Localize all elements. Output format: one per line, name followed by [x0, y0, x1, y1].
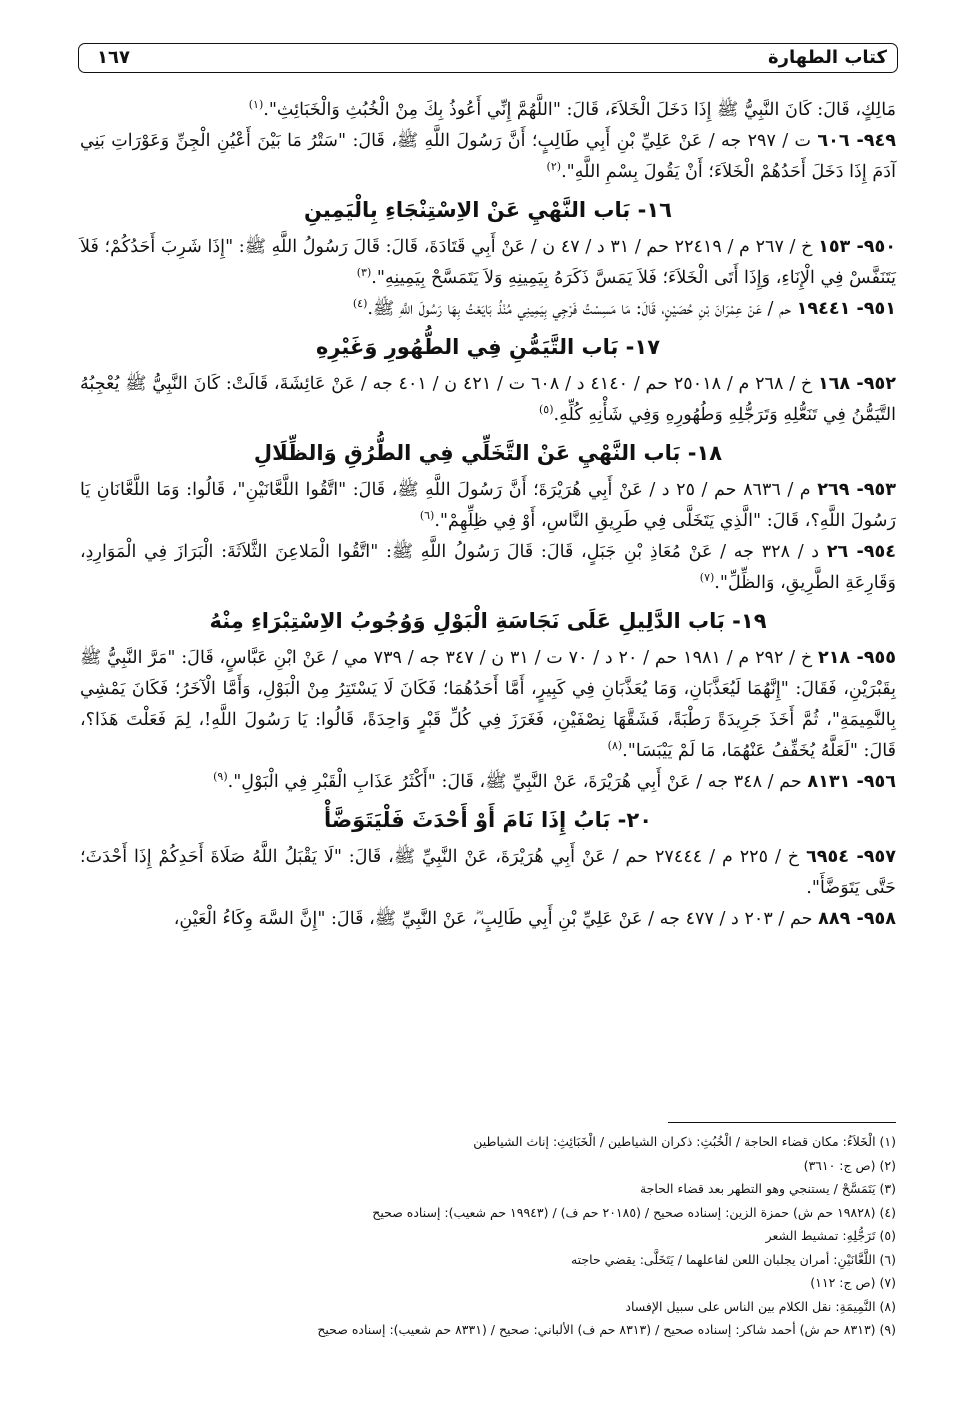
footnote-reference: (١) — [248, 98, 264, 112]
hadith-paragraph — [80, 842, 896, 904]
footnote-reference: (٩) — [213, 770, 228, 784]
footnote-reference: (٨) — [607, 739, 623, 753]
chapter-heading: ١٨- بَاب النَّهْيِ عَنْ التَّخَلِّي فِي الطُّرُقِ وَالظِّلَالِ — [253, 441, 723, 465]
hadith-text: حم / ٢٠٣ د / ٤٧٧ جه / عَنْ عَلِيِّ بْنِ أَبِي طَالِبٍ ؓ، عَنْ النَّبِيِّ ﷺ، قَالَ: "إِنَّ السَّهَ وِكَاءُ الْعَيْنِ، — [173, 909, 813, 929]
hadith-number: ٩٥٨- ٨٨٩ — [818, 909, 896, 929]
page-header — [78, 43, 898, 73]
book-title: كتاب الطهارة — [767, 47, 887, 68]
hadith-number: ٩٤٩- ٦٠٦ — [817, 131, 896, 151]
footnote-reference: (٧) — [699, 571, 715, 585]
hadith-number: ٩٥٢- ١٦٨ — [817, 374, 896, 394]
hadith-text: حم / ٣٤٨ جه / عَنْ أَبِي هُرَيْرَةَ، عَنْ النَّبِيِّ ﷺ، قَالَ: "أَكْثَرُ عَذَابِ الْقَبْرِ فِي الْبَوْلِ". — [227, 772, 802, 792]
hadith-text: خ / ٢٦٨ م / ٢٥٠١٨ حم / ٤١٤٠ د / ٦٠٨ ت / ٤٢١ ن / ٤٠١ جه / عَنْ عَائِشَةَ، قَالَتْ: كَانَ النَّبِيُّ ﷺ يُعْجِبُهُ التَّيَمُّنُ فِي تَنَعُّلِهِ وَتَرَجُّلِهِ وَطُهُورِهِ وَفِي شَأْنِهِ كُلِّهِ. — [80, 374, 896, 425]
hadith-paragraph — [80, 475, 896, 537]
hadith-number: ٩٥٣- ٢٦٩ — [817, 480, 896, 500]
footnote-item: (٧) (ص ج: ١١٢) — [810, 1275, 896, 1290]
hadith-paragraph — [80, 767, 896, 798]
hadith-paragraph — [80, 126, 896, 188]
hadith-paragraph — [80, 369, 896, 431]
chapter-heading: ٢٠- بَابُ إِذَا نَامَ أَوْ أَحْدَثَ فَلْيَتَوَضَّأْ — [323, 808, 653, 832]
footnote-list — [80, 1130, 896, 1342]
footnote-item: (٤) (١٩٨٢٨ حم ش) حمزة الزين: إسناده صحيح / (٢٠١٨٥ حم ف) / (١٩٩٤٣ حم شعيب): إسناده صحيح — [372, 1204, 896, 1220]
hadith-number: ٩٥٤- ٢٦ — [826, 542, 896, 562]
footnote-item: (٣) يَتَمَسَّحْ / يستنجي وهو التطهر بعد قضاء الحاجة — [639, 1181, 896, 1196]
hadith-number: ٩٥١- ١٩٤٤١ — [796, 299, 896, 319]
hadith-text: ت / ٢٩٧ جه / عَنْ عَلِيِّ بْنِ أَبِي طَالِبٍ؛ أَنَّ رَسُولَ اللَّهِ ﷺ، قَالَ: "سَتْرُ مَا بَيْنَ أَعْيُنِ الْجِنِّ وَعَوْرَاتِ بَنِي آدَمَ إِذَا دَخَلَ أَحَدُهُمْ الْخَلاَءَ؛ أَنْ يَقُولَ بِسْمِ اللَّهِ". — [80, 131, 896, 182]
hadith-text: د / ٣٢٨ جه / عَنْ مُعَاذِ بْنِ جَبَلٍ، قَالَ: قَالَ رَسُولُ اللَّهِ ﷺ: "اتَّقُوا الْمَلاعِنَ الثَّلاَثَةَ: الْبَرَازَ فِي الْمَوَارِدِ، وَقَارِعَةِ الطَّرِيقِ، وَالظِّلِّ". — [80, 542, 896, 593]
hadith-paragraph — [80, 95, 896, 126]
hadith-number: ٩٥٥- ٢١٨ — [817, 648, 896, 668]
footnote-item: (١) الْخَلاَءُ: مكان قضاء الحاجة / الْخُبُثِ: ذكران الشياطين / الْخَبَائِثِ: إناث الشياطين — [473, 1134, 896, 1149]
hadith-text: مَالِكٍ، قَالَ: كَانَ النَّبِيُّ ﷺ إِذَا دَخَلَ الْخَلاَءَ، قَالَ: "اللَّهُمَّ إِنِّي أَعُوذُ بِكَ مِنْ الْخُبُثِ وَالْخَبَائِثِ". — [263, 100, 896, 120]
hadith-text-body — [80, 95, 896, 935]
hadith-paragraph — [80, 232, 896, 294]
hadith-text: خ / ٢٦٧ م / ٢٢٤١٩ حم / ٣١ د / ٤٧ ن / عَنْ أَبِي قَتَادَةَ، قَالَ: قَالَ رَسُولُ اللَّهِ ﷺ: "إِذَا شَرِبَ أَحَدُكُمْ؛ فَلاَ يَتَنَفَّسْ فِي الْإِنَاءِ، وَإِذَا أَتَى الْخَلاَءَ؛ فَلاَ يَمَسَّ ذَكَرَهُ بِيَمِينِهِ وَلاَ يَتَمَسَّحْ بِيَمِينِهِ". — [80, 237, 896, 288]
footnote-reference: (٥) — [539, 403, 554, 417]
footnote-item: (٥) تَرَجُّلِهِ: تمشيط الشعر — [765, 1228, 896, 1243]
footnote-item: (٩) (٨٣١٣ حم ش) أحمد شاكر: إسناده صحيح / (٨٣١٣ حم ف) الألباني: صحيح / (٨٣٣١ حم شعيب): إسناده صحيح — [317, 1322, 896, 1337]
footnote-reference: (٦) — [419, 509, 435, 523]
chapter-heading: ١٦- بَاب النَّهْيِ عَنْ الاِسْتِنْجَاءِ بِالْيَمِينِ — [304, 198, 672, 222]
hadith-number: ٩٥٧- ٦٩٥٤ — [806, 847, 896, 867]
footnote-reference: (٢) — [546, 160, 562, 174]
hadith-number: ٩٥٠- ١٥٣ — [818, 237, 896, 257]
hadith-text: خ / ٢٢٥ م / ٢٧٤٤٤ حم / عَنْ أَبِي هُرَيْرَةَ، عَنْ النَّبِيِّ ﷺ، قَالَ: "لَا يَقْبَلُ اللَّهُ صَلَاةَ أَحَدِكُمْ إِذَا أَحْدَثَ؛ حَتَّى يَتَوَضَّأَ". — [80, 847, 896, 898]
hadith-text: حم / عَنْ عِمْرَانَ بْنِ حُصَيْنٍ، قَالَ: مَا مَسِسْتُ فَرْجِي بِيَمِينِي مُنْذُ بَايَعْتُ بِهَا رَسُولَ اللَّهِ ﷺ. — [367, 299, 792, 319]
hadith-text: م / ٨٦٣٦ حم / ٢٥ د / عَنْ أَبِي هُرَيْرَةَ؛ أَنَّ رَسُولَ اللَّهِ ﷺ، قَالَ: "اتَّقُوا اللَّعَّانَيْنِ"، قَالُوا: وَمَا اللَّعَّانَانِ يَا رَسُولَ اللَّهِ؟، قَالَ: "الَّذِي يَتَخَلَّى فِي طَرِيقِ النَّاسِ، أَوْ فِي ظِلِّهِمْ". — [80, 480, 896, 531]
hadith-text: خ / ٢٩٢ م / ١٩٨١ حم / ٢٠ د / ٧٠ ت / ٣١ ن / ٣٤٧ جه / ٧٣٩ مي / عَنْ ابْنِ عَبَّاسٍ، قَالَ: "مَرَّ النَّبِيُّ ﷺ بِقَبْرَيْنِ، فَقَالَ: "إِنَّهُمَا لَيُعَذَّبَانِ، وَمَا يُعَذَّبَانِ فِي كَبِيرٍ، أَمَّا أَحَدُهُمَا؛ فَكَانَ لَا يَسْتَتِرُ مِنْ الْبَوْلِ، وَأَمَّا الْآخَرُ؛ فَكَانَ يَمْشِي بِالنَّمِيمَةِ"، ثُمَّ أَخَذَ جَرِيدَةً رَطْبَةً، فَشَقَّهَا نِصْفَيْنِ، فَغَرَزَ فِي كُلِّ قَبْرٍ وَاحِدَةً، قَالُوا: يَا رَسُولَ اللَّهِ!، لِمَ فَعَلْتَ هَذَا؟، قَالَ: "لَعَلَّهُ يُخَفِّفُ عَنْهُمَا، مَا لَمْ يَيْبَسَا". — [80, 648, 896, 761]
chapter-heading: ١٩- بَاب الدَّلِيلِ عَلَى نَجَاسَةِ الْبَوْلِ وَوُجُوبُ الاِسْتِبْرَاءِ مِنْهُ — [209, 609, 767, 633]
footnote-divider — [668, 1122, 896, 1123]
hadith-paragraph — [80, 537, 896, 599]
footnote-item: (٦) اللَّعَّانَيْنِ: أمران يجلبان اللعن لفاعلهما / يَتَخَلَّى: يقضي حاجته — [570, 1251, 896, 1267]
hadith-paragraph — [80, 643, 896, 767]
footnote-reference: (٤) — [352, 297, 368, 311]
hadith-number: ٩٥٦- ٨١٣١ — [807, 772, 896, 792]
hadith-paragraph — [80, 904, 896, 935]
page-number: ١٦٧ — [97, 47, 130, 68]
chapter-heading: ١٧- بَاب التَّيَمُّنِ فِي الطُّهُورِ وَغَيْرِهِ — [315, 335, 661, 359]
hadith-paragraph — [80, 294, 896, 325]
footnote-item: (٢) (ص ج: ٣٦١٠) — [803, 1157, 896, 1173]
footnote-reference: (٣) — [356, 266, 372, 280]
footnote-item: (٨) النَّمِيمَةِ: نقل الكلام بين الناس على سبيل الإفساد — [625, 1298, 896, 1314]
